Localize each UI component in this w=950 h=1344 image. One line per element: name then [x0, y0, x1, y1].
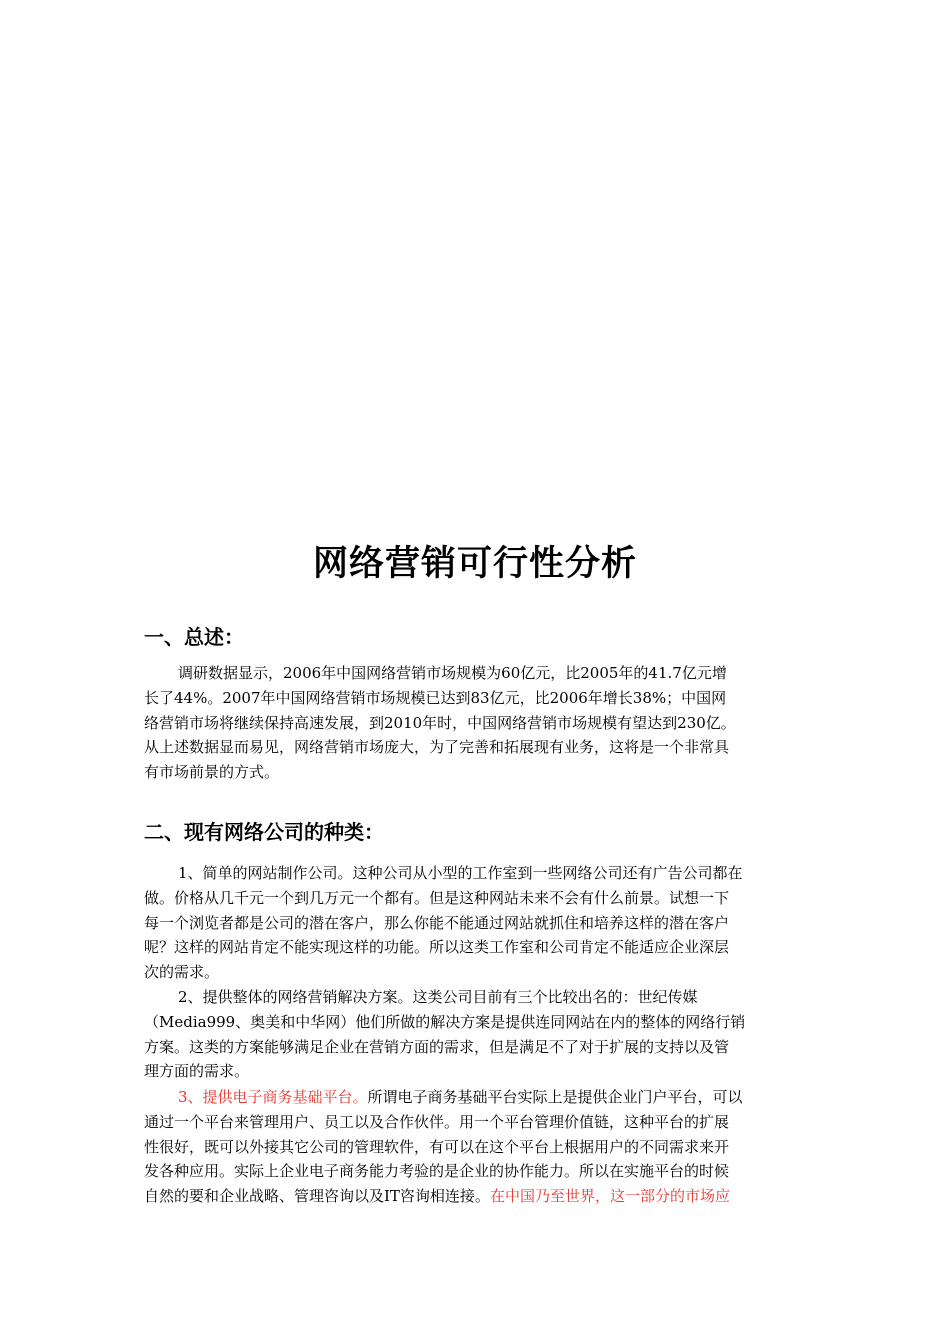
paragraph-line: 呢？这样的网站肯定不能实现这样的功能。所以这类工作室和公司肯定不能适应企业深层: [144, 938, 730, 957]
paragraph-line: （Media999、奥美和中华网）他们所做的解决方案是提供连同网站在内的整体的网络行销: [144, 1012, 746, 1031]
paragraph-line: 做。价格从几千元一个到几万元一个都有。但是这种网站未来不会有什么前景。试想一下: [144, 888, 730, 907]
highlighted-text: 在中国乃至世界，这一部分的市场应: [489, 1187, 730, 1206]
section-heading-overview: 一、总述：: [144, 625, 244, 649]
paragraph-line: 从上述数据显而易见，网络营销市场庞大，为了完善和拓展现有业务，这将是一个非常具: [144, 738, 730, 757]
highlighted-text: 3、提供电子商务基础平台。: [178, 1088, 368, 1106]
paragraph-line: 性很好，既可以外接其它公司的管理软件，有可以在这个平台上根据用户的不同需求来开: [144, 1137, 730, 1156]
paragraph-text: 自然的要和企业战略、管理咨询以及IT咨询相连接。: [144, 1187, 490, 1206]
section-heading-company-types: 二、现有网络公司的种类：: [144, 820, 384, 844]
paragraph-line: [144, 1085, 808, 1110]
overview-paragraph: [144, 661, 808, 785]
document-title: 网络营销可行性分析: [312, 543, 637, 584]
paragraph-line: 络营销市场将继续保持高速发展，到2010年时，中国网络营销市场规模有望达到230亿。: [144, 713, 736, 732]
paragraph-line: 调研数据显示，2006年中国网络营销市场规模为60亿元，比2005年的41.7亿元增: [178, 664, 727, 682]
paragraph-line: 发各种应用。实际上企业电子商务能力考验的是企业的协作能力。所以在实施平台的时候: [144, 1162, 730, 1181]
paragraph-line: 次的需求。: [144, 963, 220, 982]
company-type-2-paragraph: [144, 985, 808, 1084]
paragraph-line: 1、简单的网站制作公司。这种公司从小型的工作室到一些网络公司还有广告公司都在: [178, 864, 743, 882]
paragraph-line: 长了44%。2007年中国网络营销市场规模已达到83亿元，比2006年增长38%；中国网: [144, 688, 727, 707]
paragraph-line: 每一个浏览者都是公司的潜在客户，那么你能不能通过网站就抓住和培养这样的潜在客户: [144, 913, 730, 932]
paragraph-line: 通过一个平台来管理用户、员工以及合作伙伴。用一个平台管理价值链，这种平台的扩展: [144, 1112, 730, 1131]
paragraph-text: 所谓电子商务基础平台实际上是提供企业门户平台，可以: [367, 1088, 743, 1106]
paragraph-line: 方案。这类的方案能够满足企业在营销方面的需求，但是满足不了对于扩展的支持以及管: [144, 1037, 730, 1056]
paragraph-line: [144, 1184, 808, 1209]
company-type-3-paragraph: [144, 1085, 808, 1209]
company-type-1-paragraph: [144, 861, 808, 985]
paragraph-line: 有市场前景的方式。: [144, 763, 280, 782]
paragraph-line: 2、提供整体的网络营销解决方案。这类公司目前有三个比较出名的：世纪传媒: [178, 988, 698, 1006]
paragraph-line: 理方面的需求。: [144, 1062, 250, 1081]
